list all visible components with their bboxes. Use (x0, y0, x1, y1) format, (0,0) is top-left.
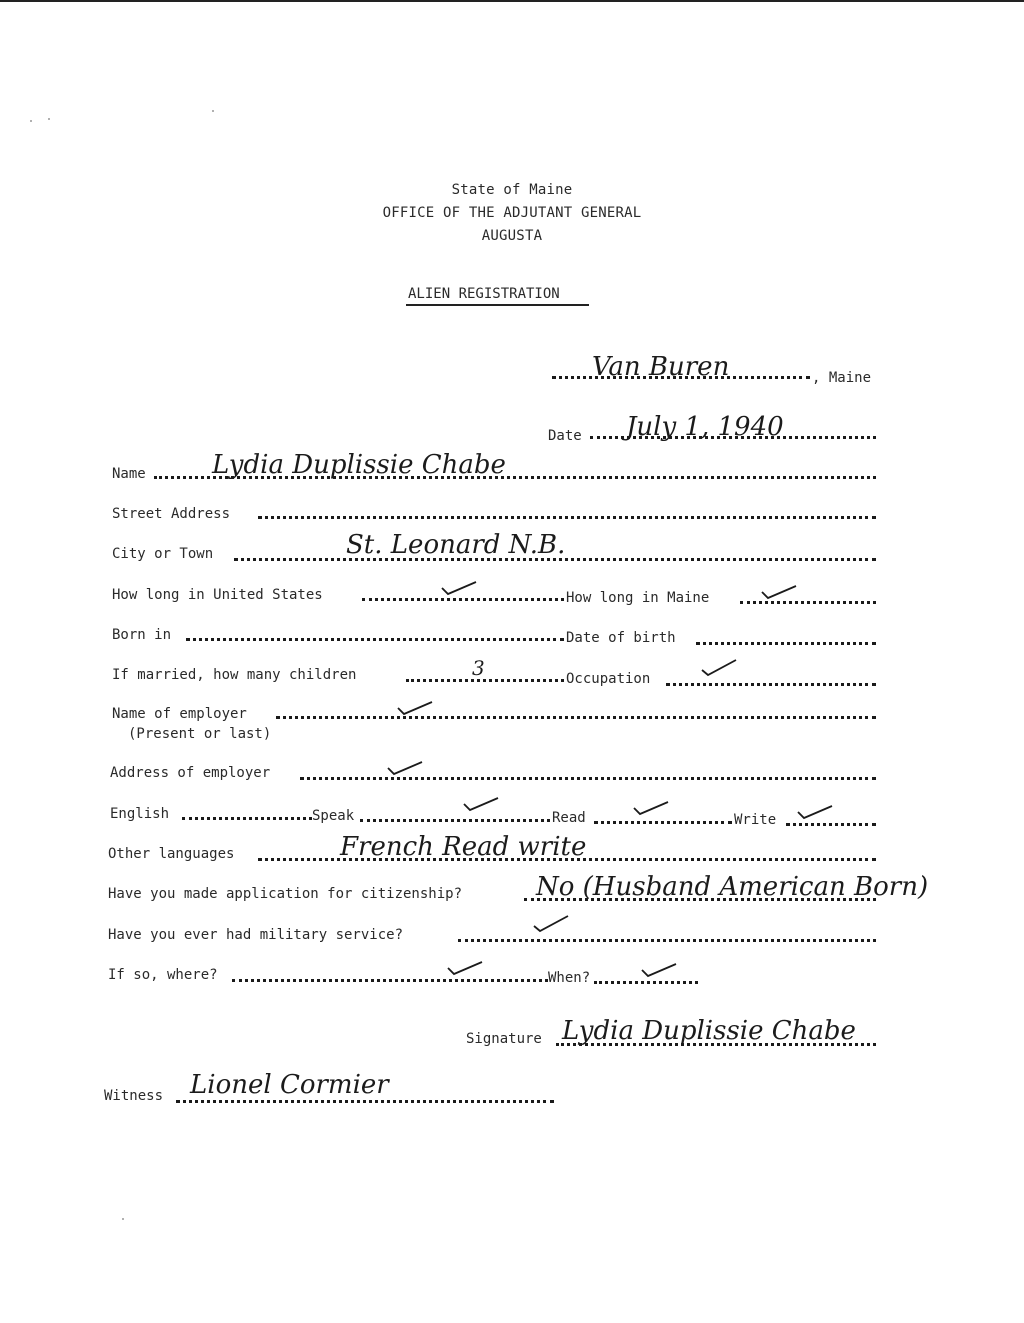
checkmark-icon (640, 962, 678, 978)
how-long-us-label: How long in United States (112, 587, 323, 603)
title-underline (406, 304, 589, 306)
occupation-label: Occupation (566, 671, 651, 687)
citizenship-label: Have you made application for citizenship? (108, 886, 463, 902)
where-dotted-line (232, 973, 548, 982)
occupation-dotted-line (666, 677, 876, 686)
when-label: When? (548, 970, 591, 986)
how-long-maine-label: How long in Maine (566, 590, 710, 606)
checkmark-icon (760, 584, 798, 600)
children-value: 3 (472, 656, 485, 680)
state-label: , Maine (812, 370, 872, 386)
scan-speck (122, 1218, 124, 1220)
checkmark-icon (532, 916, 570, 932)
military-label: Have you ever had military service? (108, 927, 404, 943)
city-label: City or Town (112, 546, 214, 562)
born-in-dotted-line (186, 632, 564, 641)
checkmark-icon (396, 700, 434, 716)
children-dotted-line (406, 673, 564, 682)
signature-value: Lydia Duplissie Chabe (562, 1016, 856, 1046)
speak-label: Speak (312, 808, 355, 824)
military-dotted-line (458, 933, 876, 942)
english-dotted-line (182, 811, 312, 820)
speak-dotted-line (360, 813, 550, 822)
checkmark-icon (386, 760, 424, 776)
checkmark-icon (796, 804, 834, 820)
header-state: State of Maine (451, 182, 573, 198)
citizenship-value: No (Husband American Born) (536, 872, 929, 902)
scan-speck (212, 110, 214, 112)
other-languages-label: Other languages (108, 846, 235, 862)
employer-sublabel: (Present or last) (128, 726, 272, 742)
employer-dotted-line (276, 710, 876, 719)
children-label: If married, how many children (112, 667, 357, 683)
town-value: Van Buren (592, 352, 730, 382)
witness-label: Witness (104, 1088, 164, 1104)
scan-edge (0, 0, 1024, 2)
date-of-birth-label: Date of birth (566, 630, 676, 646)
date-label: Date (548, 428, 582, 444)
read-label: Read (552, 810, 586, 826)
street-address-dotted-line (258, 510, 876, 519)
scan-speck (48, 118, 50, 120)
city-value: St. Leonard N.B. (346, 530, 566, 560)
form-title: ALIEN REGISTRATION (408, 286, 560, 302)
witness-value: Lionel Cormier (190, 1070, 389, 1100)
checkmark-icon (700, 660, 738, 676)
employer-address-label: Address of employer (110, 765, 271, 781)
header-office: OFFICE OF THE ADJUTANT GENERAL (382, 205, 642, 221)
name-value: Lydia Duplissie Chabe (212, 450, 506, 480)
checkmark-icon (632, 800, 670, 816)
born-in-label: Born in (112, 627, 172, 643)
signature-label: Signature (466, 1031, 542, 1047)
english-label: English (110, 806, 170, 822)
street-address-label: Street Address (112, 506, 231, 522)
scan-speck (30, 120, 32, 122)
name-label: Name (112, 466, 146, 482)
date-value: July 1, 1940 (626, 412, 784, 442)
date-of-birth-dotted-line (696, 636, 876, 645)
other-languages-value: French Read write (340, 832, 587, 862)
where-label: If so, where? (108, 967, 218, 983)
checkmark-icon (462, 796, 500, 812)
employer-label: Name of employer (112, 706, 247, 722)
write-label: Write (734, 812, 777, 828)
read-dotted-line (594, 815, 732, 824)
checkmark-icon (440, 580, 478, 596)
checkmark-icon (446, 960, 484, 976)
header-city: AUGUSTA (481, 228, 543, 244)
